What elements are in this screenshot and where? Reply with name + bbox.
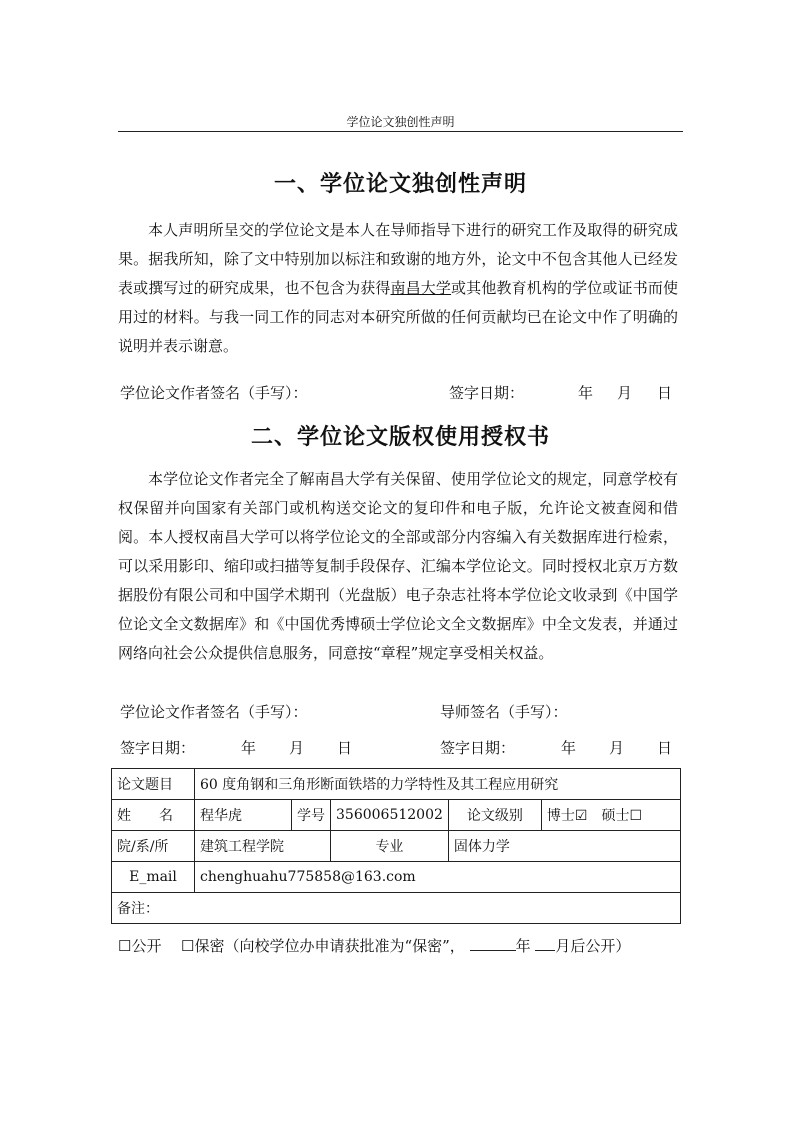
email-label: E_mail: [112, 862, 195, 893]
date-day: 日: [657, 384, 673, 402]
originality-statement: [118, 216, 678, 361]
table-row: [112, 893, 681, 924]
student-id-value: 356006512002: [331, 800, 449, 831]
dept-label: 院/系/所: [112, 831, 195, 862]
table-row: [112, 831, 681, 862]
public-checkbox[interactable]: ☐公开: [118, 937, 162, 955]
major-label: 专业: [331, 831, 449, 862]
thesis-info-table: [111, 768, 681, 924]
table-row: [112, 800, 681, 831]
copyright-authorization: [118, 465, 678, 668]
section2-title: 二、学位论文版权使用授权书: [250, 425, 550, 450]
advisor-signature-label: 导师签名（手写）：: [440, 703, 568, 721]
title-label: 论文题目: [112, 769, 195, 800]
running-header: 学位论文独创性声明: [346, 115, 455, 129]
level-value: 博士☑ 硕士☐: [541, 800, 680, 831]
secret-checkbox[interactable]: ☐保密（向校学位办申请获批准为“保密”，: [181, 937, 465, 955]
authorization-text: 本学位论文作者完全了解南昌大学有关保留、使用学位论文的规定，同意学校有权保留并向国家有关部门或机构送交论文的复印件和电子版，允许论文被查阅和借阅。本人授权南昌大学可以将学位论文的全部或部分内容编入有关数据库进行检索，可以采用影印、缩印或扫描等复制手段保存、汇编本学位论文。同时授权北京万方数据股份有限公司和中国学术期刊（光盘版）电子杂志社将本学位论文收录到《中国学位论文全文数据库》和《中国优秀博硕士学位论文全文数据库》中全文发表，并通过网络向社会公众提供信息服务，同意按“章程”规定享受相关权益。: [118, 470, 678, 662]
author-signature-label-2: 学位论文作者签名（手写）：: [120, 703, 308, 721]
name-label: 姓 名: [112, 800, 195, 831]
table-row: [112, 862, 681, 893]
author-date-month: 月: [289, 739, 305, 757]
table-row: [112, 769, 681, 800]
statement-text-1: 本人声明所呈交的学位论文是本人在导师指导下进行的研究工作及取得的研究成果。据我所知，除了文中特别加以标注和致谢的地方外，论文中不包含其他人已经发表或撰写过的研究成果，也不包含为获得: [118, 221, 678, 297]
date-month: 月: [617, 384, 633, 402]
advisor-date-day: 日: [657, 739, 673, 757]
header-rule: [118, 131, 683, 132]
secret-year-blank[interactable]: [470, 935, 516, 951]
name-value: 程华虎: [195, 800, 292, 831]
author-date-day: 日: [337, 739, 353, 757]
signature-date-label: 签字日期：: [449, 384, 525, 402]
advisor-date-year: 年: [561, 739, 577, 757]
signature-date-label-author: 签字日期：: [120, 739, 196, 757]
major-value: 固体力学: [448, 831, 680, 862]
author-signature-label: 学位论文作者签名（手写）：: [120, 384, 308, 402]
dept-value: 建筑工程学院: [195, 831, 331, 862]
statement-text-2: 或其他教育机构的学位或证书而使用过的材料。与我一同工作的同志对本研究所做的任何贡献均已在论文中作了明确的说明并表示谢意。: [118, 279, 678, 355]
title-value: 60 度角钢和三角形断面铁塔的力学特性及其工程应用研究: [195, 769, 681, 800]
signature-date-label-advisor: 签字日期：: [440, 739, 516, 757]
note-label: 备注：: [112, 893, 681, 924]
email-value: chenghuahu775858@163.com: [195, 862, 681, 893]
advisor-date-month: 月: [609, 739, 625, 757]
secret-month-blank[interactable]: [535, 935, 555, 951]
date-year: 年: [578, 384, 594, 402]
level-label: 论文级别: [448, 800, 541, 831]
section1-title: 一、学位论文独创性声明: [273, 172, 527, 197]
confidentiality-line: [118, 935, 630, 956]
student-id-label: 学号: [292, 800, 331, 831]
author-date-year: 年: [241, 739, 257, 757]
footer-year: 年: [515, 937, 531, 955]
school-name: 南昌大学: [390, 279, 452, 297]
footer-month: 月后公开）: [555, 937, 631, 955]
